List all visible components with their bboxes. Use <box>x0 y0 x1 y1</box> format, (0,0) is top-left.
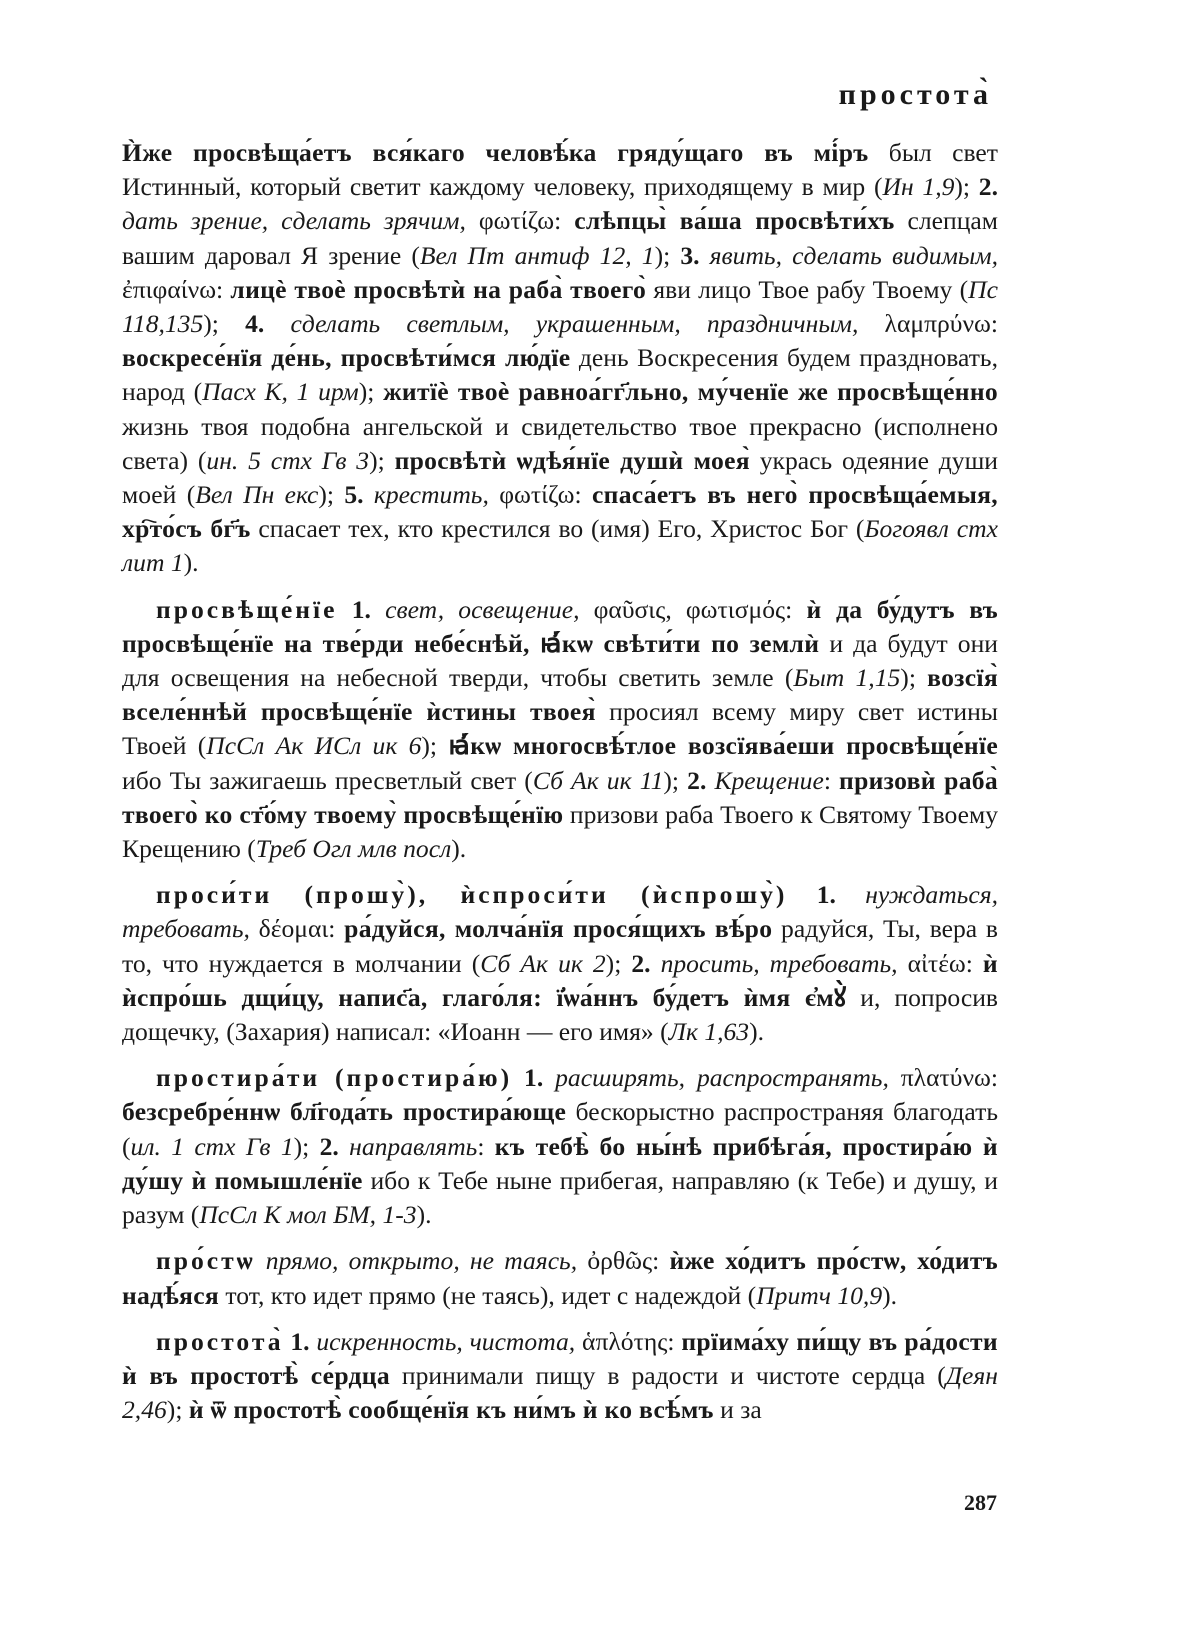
italic-text: явить, сделать видимым, <box>709 240 998 270</box>
text-run: принимали пищу в радости и чистоте сердца ( <box>389 1360 946 1390</box>
text-run <box>787 880 816 909</box>
text-run <box>264 309 290 338</box>
text-run: δέομαι: <box>249 914 345 944</box>
italic-text: Сб Ак ик 2 <box>480 948 606 978</box>
text-run <box>339 1132 349 1161</box>
italic-text: Треб Огл млв посл <box>255 834 452 864</box>
italic-text: ил. 1 стх Гв 1 <box>130 1131 294 1161</box>
church-slavonic-quote: безсребре́ннѡ бл҃года́ть простира́юще <box>122 1097 567 1127</box>
entry-continuation <box>122 136 998 581</box>
text-run: слепцам вашим даровал Я зрение ( <box>122 206 998 270</box>
italic-text: Притч 10,9 <box>756 1280 883 1310</box>
text-run <box>543 1063 555 1092</box>
italic-text: свет, освещение, <box>385 594 580 624</box>
text-run: ибо к Тебе ныне прибегая, направляю (к Тебе) и душу, и разум ( <box>122 1165 998 1230</box>
page-number: 287 <box>964 1490 997 1515</box>
italic-text: Деян 2,46 <box>122 1360 998 1425</box>
text-run: ). <box>416 1200 432 1230</box>
church-slavonic-quote: Ѝже просвѣща́етъ вся́каго человѣ́ка гряду́щаго въ мі́ръ <box>122 138 869 167</box>
sense-number: 2. <box>631 948 651 978</box>
text-run: ὀρθῶς: <box>577 1246 670 1276</box>
text-run <box>256 1246 266 1275</box>
sense-number: 2. <box>978 172 998 202</box>
church-slavonic-quote: слѣпцы̀ ва́ша просвѣти́хъ <box>574 206 895 236</box>
dictionary-entry <box>122 1061 998 1232</box>
text-run: был свет Истинный, который светит каждому человеку, приходящему в мир ( <box>122 138 998 202</box>
text-run: : <box>823 765 840 795</box>
italic-text: расширять, распространять, <box>555 1063 889 1093</box>
church-slavonic-quote: призовѝ раба̀ твоего̀ ко ст҃о́му твоему̀ просвѣще́нїю <box>122 765 998 829</box>
italic-text: сделать светлым, украшенным, праздничным, <box>290 309 859 339</box>
text-run <box>371 595 385 624</box>
italic-text: ин. 5 стх Гв 3 <box>206 445 370 475</box>
church-slavonic-quote: прїима́ху пи́щу въ ра́дости ѝ въ простотѣ̀ се́рдца <box>122 1326 998 1390</box>
sense-number: 1. <box>351 594 371 624</box>
dictionary-entry <box>122 1244 998 1312</box>
text-run: ибо Ты зажигаешь пресветлый свет ( <box>122 765 533 795</box>
text-run: ); <box>954 172 979 202</box>
headword: проси́ти (прошу̀), ѝспроси́ти (ѝспрошу̀) <box>156 880 788 910</box>
church-slavonic-quote: спаса́етъ въ него̀ просвѣща́емыя, хр҇то́съ бг҃ъ <box>122 480 998 544</box>
italic-text: Лк 1,63 <box>668 1017 750 1047</box>
text-run: ). <box>451 834 467 864</box>
text-run: ); <box>293 1131 320 1161</box>
text-run: αἰτέω: <box>897 948 983 978</box>
church-slavonic-quote: ѝ ѝспро́шь дщи́цу, напис҃а, глаго́ля: ї҆ѡа́ннъ бу́детъ ѝмя є҆мꙋ̀ <box>122 948 998 1012</box>
italic-text: направлять <box>349 1131 478 1161</box>
sense-number: 1. <box>524 1063 544 1093</box>
text-run <box>651 949 661 978</box>
italic-text: искренность, чистота, <box>316 1326 576 1356</box>
text-run: жизнь твоя подобна ангельской и свидетельство твое прекрасно (исполнено света) ( <box>122 411 998 475</box>
sense-number: 2. <box>687 765 707 795</box>
church-slavonic-quote: житїѐ твоѐ равноа́гг҃льно, му́ченїе же просвѣще́нно <box>383 377 998 407</box>
sense-number: 3. <box>680 240 700 270</box>
church-slavonic-quote: ꙗ҆́кѡ многосвѣ́тлое возсїява́еши просвѣще́нїе <box>448 731 998 761</box>
italic-text: Пасх К, 1 ирм <box>202 377 359 407</box>
church-slavonic-quote: лицѐ твоѐ просвѣтѝ на раба̀ твоего̀ <box>230 274 647 304</box>
text-run: радуйся, Ты, вера в то, что нуждается в молчании ( <box>122 914 999 978</box>
page-body <box>122 136 998 1427</box>
text-run: ); <box>166 1395 189 1425</box>
text-run <box>700 241 710 270</box>
dictionary-entry <box>122 1325 998 1428</box>
church-slavonic-quote: ѝ да бу́дутъ въ просвѣще́нїе на тве́рди небе́снѣй, ꙗ҆́кѡ свѣти́ти по землѝ <box>122 594 999 658</box>
text-run: бескорыстно распространяя благодать ( <box>122 1097 998 1161</box>
sense-number: 5. <box>344 480 364 510</box>
text-run: ); <box>421 731 449 761</box>
text-run: φωτίζω: <box>488 480 592 510</box>
headword: просвѣще́нїе <box>156 594 338 624</box>
italic-text: крестить, <box>373 480 489 510</box>
text-run: ); <box>318 480 345 510</box>
text-run <box>338 595 352 624</box>
dictionary-entry <box>122 878 998 1049</box>
headword: простира́ти (простира́ю) <box>156 1063 513 1093</box>
sense-number: 4. <box>245 309 265 339</box>
text-run: и да будут они для освещения на небесной тверди, чтобы светить земле ( <box>122 628 998 693</box>
italic-text: Быт 1,15 <box>793 663 901 693</box>
text-run: спасает тех, кто крестился во (имя) Его, Христос Бог ( <box>250 514 865 544</box>
italic-text: Сб Ак ик 11 <box>532 765 664 795</box>
headword: про́стѡ <box>156 1246 256 1276</box>
italic-text: дать зрение, сделать зрячим, <box>122 206 466 236</box>
text-run: тот, кто идет прямо (не таясь), идет с надеждой ( <box>219 1280 757 1310</box>
text-run: ). <box>882 1280 898 1310</box>
text-run: день Воскресения будем праздновать, народ ( <box>122 343 998 407</box>
church-slavonic-quote: ѝже хо́дитъ про́стѡ, хо́дитъ надѣ́яся <box>122 1246 999 1310</box>
running-head: простота̀ <box>838 78 992 111</box>
text-run <box>512 1063 524 1092</box>
text-run: φωτίζω: <box>465 206 575 236</box>
text-run: ); <box>900 663 928 693</box>
text-run: просиял всему миру свет истины Твоей ( <box>122 697 998 761</box>
italic-text: ПсСл Ак ИСл ик 6 <box>206 731 422 761</box>
text-run: λαμπρύνω: <box>858 309 998 339</box>
headword: простота̀ <box>156 1326 284 1356</box>
text-run: ); <box>369 445 395 475</box>
text-run: и за <box>713 1395 762 1425</box>
text-run: призови раба Твоего к Святому Твоему Крещению ( <box>122 799 998 864</box>
dictionary-entry <box>122 593 998 867</box>
text-run: укрась одеяние души моей ( <box>122 445 998 510</box>
church-slavonic-quote: просвѣтѝ ѡдѣя́нїе душѝ моея̀ <box>394 445 750 475</box>
church-slavonic-quote: воскресе́нїя де́нь, просвѣти́мся лю́дїе <box>122 343 571 373</box>
text-run: ). <box>749 1017 765 1047</box>
italic-text: прямо, открыто, не таясь, <box>265 1246 578 1276</box>
italic-text: Вел Пн екс <box>195 480 319 510</box>
text-run: ); <box>663 765 688 795</box>
italic-text: Богоявл стх лит 1 <box>122 514 998 578</box>
church-slavonic-quote: возсїя̀ вселе́ннѣй просвѣще́нїе ѝстины твоея̀ <box>122 663 998 727</box>
text-run: πλατύνω: <box>888 1063 998 1093</box>
text-run: ); <box>203 309 246 339</box>
sense-number: 2. <box>319 1131 339 1161</box>
italic-text: просить, требовать, <box>660 948 898 978</box>
italic-text: ПсСл К мол БМ, 1-3 <box>199 1200 417 1230</box>
text-run <box>364 480 374 509</box>
church-slavonic-quote: ра́дуйся, молча́нїя прося́щихъ вѣ́ро <box>344 914 773 944</box>
text-run: ). <box>183 548 199 578</box>
sense-number: 1. <box>816 880 836 910</box>
text-run: φαῦσις, φωτισμός: <box>579 594 807 624</box>
text-run: ἁπλότης: <box>575 1326 682 1356</box>
text-run: ); <box>654 240 681 270</box>
text-run: : <box>477 1131 495 1161</box>
text-run: ); <box>605 948 632 978</box>
text-run <box>836 880 865 909</box>
text-run: яви лицо Твое рабу Твоему ( <box>646 274 969 304</box>
church-slavonic-quote: къ тебѣ̀ бо ны́нѣ прибѣга́я, простира́ю ѝ ду́шу ѝ помышле́нїе <box>122 1131 998 1195</box>
sense-number: 1. <box>290 1326 310 1356</box>
italic-text: Крещение <box>714 765 824 795</box>
text-run: и, попросив дощечку, (Захария) написал: «Иоанн — его имя» ( <box>122 982 998 1047</box>
italic-text: Ин 1,9 <box>882 172 955 202</box>
church-slavonic-quote: ѝ ѿ простотѣ̀ сообще́нїя къ ни́мъ ѝ ко всѣ́мъ <box>188 1395 714 1425</box>
italic-text: нуждаться, требовать, <box>122 880 998 944</box>
italic-text: Пс 118,135 <box>122 274 998 339</box>
text-run: ἐπιφαίνω: <box>122 274 231 304</box>
italic-text: Вел Пт антиф 12, 1 <box>419 240 655 270</box>
text-run: ); <box>358 377 384 407</box>
